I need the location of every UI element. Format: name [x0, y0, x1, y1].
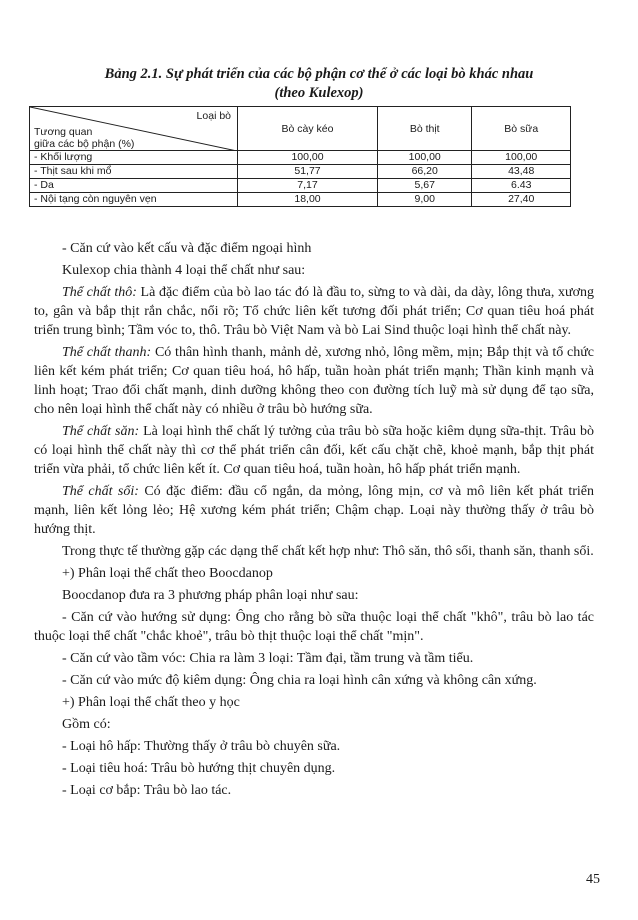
- row-label: - Nội tạng còn nguyên vẹn: [30, 193, 238, 207]
- table-cell: 27,40: [472, 193, 571, 207]
- section-heading: +) Phân loại thể chất theo y học: [62, 695, 240, 710]
- body-text: [34, 239, 594, 803]
- table-cell: 18,00: [238, 193, 378, 207]
- table-cell: 9,00: [378, 193, 472, 207]
- paragraph: - Căn cứ vào kết cấu và đặc điểm ngoại hình: [62, 241, 312, 256]
- table-cell: 5,67: [378, 179, 472, 193]
- table-row: [30, 151, 571, 165]
- row-label: - Da: [30, 179, 238, 193]
- table-cell: 100,00: [472, 151, 571, 165]
- list-item: - Loại tiêu hoá: Trâu bò hướng thịt chuyên dụng.: [62, 761, 336, 776]
- table-row: [30, 165, 571, 179]
- section-heading: +) Phân loại thể chất theo Boocdanop: [62, 566, 273, 581]
- paragraph-the-chat-thanh: Thể chất thanh: Có thân hình thanh, mảnh dẻ, xương nhỏ, lông mềm, mịn; Bắp thịt và tổ chức liên kết kém phát triển; Cơ quan tiêu hoá, hô hấp, tuần hoàn phát triển mạnh; Thần kinh mạnh và linh hoạt; Trao đổi chất mạnh, dinh dưỡng không theo con đường tích luỹ mà sử dụng để tạo sữa, cho nên loại hình thể chất này có nhiều ở trâu bò hướng sữa.: [34, 345, 595, 417]
- corner-top-label: Loại bò: [196, 110, 231, 122]
- table-row: [30, 179, 571, 193]
- table-caption-line1: Bảng 2.1. Sự phát triển của các bộ phận cơ thể ở các loại bò khác nhau: [104, 66, 534, 82]
- table-cell: 43,48: [472, 165, 571, 179]
- table-caption-line2: (theo Kulexop): [274, 85, 364, 101]
- column-header: Bò sữa: [472, 107, 571, 151]
- paragraph: Gồm có:: [62, 717, 111, 732]
- page-number: 45: [586, 872, 600, 887]
- table-cell: 6.43: [472, 179, 571, 193]
- table-cell: 7,17: [238, 179, 378, 193]
- row-label: - Thịt sau khi mổ: [30, 165, 238, 179]
- paragraph: - Căn cứ vào tầm vóc: Chia ra làm 3 loại: Tầm đại, tầm trung và tầm tiểu.: [62, 651, 474, 666]
- list-item: - Loại hô hấp: Thường thấy ở trâu bò chuyên sữa.: [62, 739, 341, 754]
- row-label: - Khối lượng: [30, 151, 238, 165]
- table-cell: 100,00: [378, 151, 472, 165]
- list-item: - Loại cơ bắp: Trâu bò lao tác.: [62, 783, 232, 798]
- paragraph-the-chat-tho: Thể chất thô: Là đặc điểm của bò lao tác đó là đầu to, sừng to và dài, da dày, lông thưa, xương to, gân và bắp thịt rắn chắc, nổi rõ; Tổ chức liên kết tương đối phát triển; Cơ quan tiêu hoá phát triển trung bình; Tầm vóc to, thô. Trâu bò Việt Nam và bò Lai Sind thuộc loại hình thể chất này.: [34, 285, 595, 338]
- corner-bottom-label: Tương quan giữa các bộ phận (%): [34, 126, 135, 150]
- paragraph-the-chat-san: Thể chất săn: Là loại hình thể chất lý tưởng của trâu bò sữa hoặc kiêm dụng sữa-thịt. Trâu bò có loại hình thể chất này thì cơ thể phát triển cân đối, kết cấu chặt chẽ, khoẻ mạnh, bắp thịt phát triển vừa phải, tổ chức liên kết ít. Cơ quan tiêu hoá, tuần hoàn, hô hấp phát triển mạnh.: [34, 424, 595, 477]
- table-row: [30, 193, 571, 207]
- paragraph: Kulexop chia thành 4 loại thể chất như sau:: [62, 263, 306, 278]
- table-cell: 100,00: [238, 151, 378, 165]
- column-header: Bò thịt: [378, 107, 472, 151]
- paragraph: Trong thực tế thường gặp các dạng thể chất kết hợp như: Thô săn, thô sổi, thanh săn, thanh sổi.: [62, 544, 594, 559]
- paragraph: Boocdanop đưa ra 3 phương pháp phân loại như sau:: [62, 588, 359, 603]
- table-corner-cell: [30, 107, 238, 151]
- paragraph: - Căn cứ vào mức độ kiêm dụng: Ông chia ra loại hình cân xứng và không cân xứng.: [62, 673, 537, 688]
- table-cell: 66,20: [378, 165, 472, 179]
- table-cell: 51,77: [238, 165, 378, 179]
- data-table: [29, 106, 571, 207]
- paragraph-the-chat-soi: Thể chất sổi: Có đặc điểm: đầu cổ ngắn, da mỏng, lông mịn, cơ và mô liên kết phát triển mạnh, liên kết lỏng lẻo; Hệ xương kém phát triển; Chậm chạp. Loại này thường thấy ở trâu bò hướng thịt.: [34, 484, 594, 537]
- column-header: Bò cày kéo: [238, 107, 378, 151]
- paragraph: - Căn cứ vào hướng sử dụng: Ông cho rằng bò sữa thuộc loại thể chất "khô", trâu bò lao tác thuộc loại thể chất "chắc khoẻ", trâu bò thịt thuộc loại thể chất "mịn".: [34, 610, 594, 644]
